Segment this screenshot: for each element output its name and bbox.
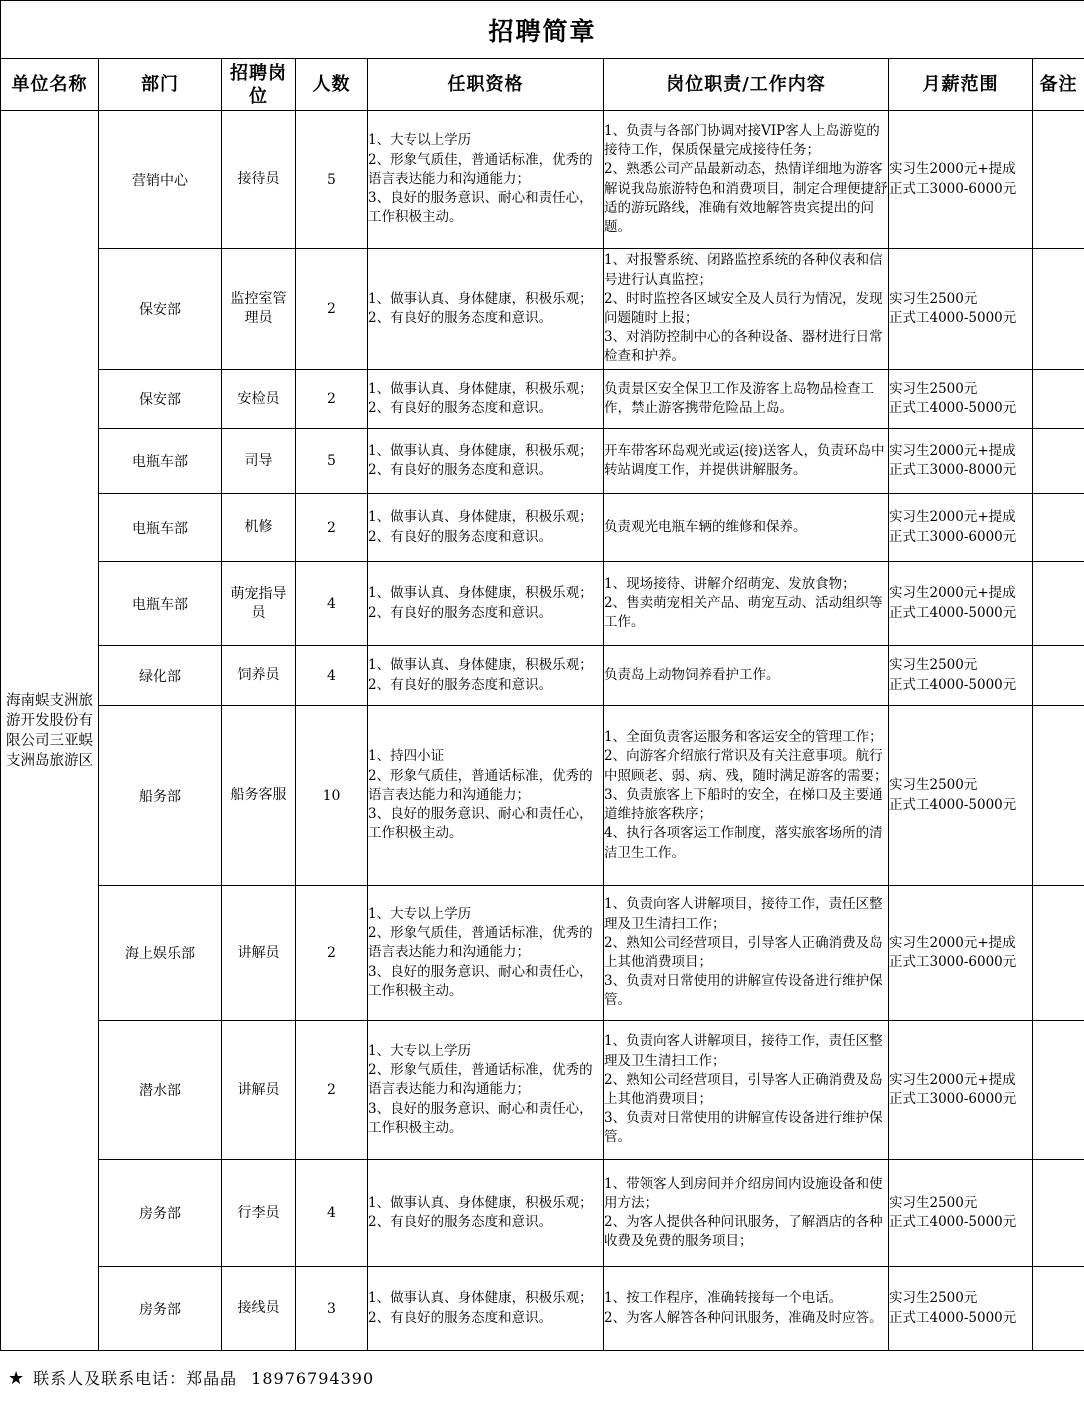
- position-cell: 行李员: [222, 1160, 296, 1267]
- department-cell: 潜水部: [99, 1021, 222, 1160]
- header-row: [1, 59, 1084, 111]
- position-cell: 监控室管理员: [222, 249, 296, 370]
- position-cell: 接待员: [222, 111, 296, 249]
- note-cell: [1033, 494, 1084, 562]
- qualifications-cell: 1、持四小证 2、形象气质佳，普通话标准，优秀的语言表达能力和沟通能力； 3、良好的服务意识、耐心和责任心，工作积极主动。: [368, 706, 604, 886]
- contact-footer: [8, 1366, 374, 1389]
- note-cell: [1033, 562, 1084, 646]
- qualifications-cell: 1、做事认真、身体健康，积极乐观； 2、有良好的服务态度和意识。: [368, 1160, 604, 1267]
- header-note: 备注: [1033, 59, 1084, 111]
- salary-cell: 实习生2000元+提成 正式工3000-6000元: [889, 111, 1033, 249]
- salary-cell: 实习生2000元+提成 正式工3000-6000元: [889, 494, 1033, 562]
- duties-cell: 1、负责向客人讲解项目，接待工作，责任区整理及卫生清扫工作； 2、熟知公司经营项目，引导客人正确消费及岛上其他消费项目； 3、负责对日常使用的讲解宣传设备进行维护保管。: [604, 1021, 889, 1160]
- position-cell: 船务客服: [222, 706, 296, 886]
- header-position: 招聘岗位: [222, 59, 296, 111]
- table-row: [1, 111, 1084, 249]
- duties-cell: 1、全面负责客运服务和客运安全的管理工作； 2、向游客介绍旅行常识及有关注意事项。航行中照顾老、弱、病、残，随时满足游客的需要； 3、负责旅客上下船时的安全，在梯口及主要通道维持旅客秩序； 4、执行各项客运工作制度，落实旅客场所的清洁卫生工作。: [604, 706, 889, 886]
- table-row: [1, 370, 1084, 429]
- contact-phone: 18976794390: [251, 1369, 375, 1388]
- duties-cell: 1、负责向客人讲解项目，接待工作，责任区整理及卫生清扫工作； 2、熟知公司经营项目，引导客人正确消费及岛上其他消费项目； 3、负责对日常使用的讲解宣传设备进行维护保管。: [604, 886, 889, 1021]
- duties-cell: 开车带客环岛观光或运(接)送客人，负责环岛中转站调度工作，并提供讲解服务。: [604, 429, 889, 494]
- table-row: [1, 1021, 1084, 1160]
- salary-cell: 实习生2500元 正式工4000-5000元: [889, 1160, 1033, 1267]
- department-cell: 营销中心: [99, 111, 222, 249]
- star-icon: ★: [8, 1368, 26, 1389]
- salary-cell: 实习生2000元+提成 正式工4000-5000元: [889, 562, 1033, 646]
- header-company: 单位名称: [1, 59, 99, 111]
- department-cell: 房务部: [99, 1267, 222, 1351]
- headcount-cell: 2: [296, 494, 368, 562]
- headcount-cell: 2: [296, 370, 368, 429]
- headcount-cell: 10: [296, 706, 368, 886]
- note-cell: [1033, 1267, 1084, 1351]
- department-cell: 绿化部: [99, 646, 222, 706]
- qualifications-cell: 1、大专以上学历 2、形象气质佳，普通话标准，优秀的语言表达能力和沟通能力； 3、良好的服务意识、耐心和责任心，工作积极主动。: [368, 886, 604, 1021]
- company-name: 海南蜈支洲旅游开发股份有限公司三亚蜈支洲岛旅游区: [1, 111, 99, 1351]
- headcount-cell: 3: [296, 1267, 368, 1351]
- headcount-cell: 4: [296, 646, 368, 706]
- table-row: [1, 1267, 1084, 1351]
- note-cell: [1033, 429, 1084, 494]
- department-cell: 海上娱乐部: [99, 886, 222, 1021]
- position-cell: 机修: [222, 494, 296, 562]
- qualifications-cell: 1、大专以上学历 2、形象气质佳，普通话标准，优秀的语言表达能力和沟通能力； 3、良好的服务意识、耐心和责任心，工作积极主动。: [368, 1021, 604, 1160]
- department-cell: 电瓶车部: [99, 429, 222, 494]
- table-row: [1, 249, 1084, 370]
- salary-cell: 实习生2500元 正式工4000-5000元: [889, 1267, 1033, 1351]
- header-duties: 岗位职责/工作内容: [604, 59, 889, 111]
- department-cell: 房务部: [99, 1160, 222, 1267]
- table-row: [1, 562, 1084, 646]
- header-count: 人数: [296, 59, 368, 111]
- table-row: [1, 646, 1084, 706]
- note-cell: [1033, 1160, 1084, 1267]
- salary-cell: 实习生2000元+提成 正式工3000-6000元: [889, 1021, 1033, 1160]
- qualifications-cell: 1、做事认真、身体健康，积极乐观； 2、有良好的服务态度和意识。: [368, 1267, 604, 1351]
- qualifications-cell: 1、做事认真、身体健康，积极乐观； 2、有良好的服务态度和意识。: [368, 494, 604, 562]
- note-cell: [1033, 370, 1084, 429]
- department-cell: 保安部: [99, 249, 222, 370]
- position-cell: 讲解员: [222, 1021, 296, 1160]
- salary-cell: 实习生2500元 正式工4000-5000元: [889, 646, 1033, 706]
- position-cell: 安检员: [222, 370, 296, 429]
- salary-cell: 实习生2500元 正式工4000-5000元: [889, 706, 1033, 886]
- duties-cell: 负责岛上动物饲养看护工作。: [604, 646, 889, 706]
- table-row: [1, 886, 1084, 1021]
- headcount-cell: 4: [296, 562, 368, 646]
- table-row: [1, 494, 1084, 562]
- duties-cell: 1、现场接待、讲解介绍萌宠、发放食物； 2、售卖萌宠相关产品、萌宠互动、活动组织等工作。: [604, 562, 889, 646]
- note-cell: [1033, 886, 1084, 1021]
- note-cell: [1033, 249, 1084, 370]
- salary-cell: 实习生2000元+提成 正式工3000-6000元: [889, 886, 1033, 1021]
- headcount-cell: 5: [296, 111, 368, 249]
- position-cell: 饲养员: [222, 646, 296, 706]
- note-cell: [1033, 706, 1084, 886]
- headcount-cell: 2: [296, 249, 368, 370]
- headcount-cell: 2: [296, 886, 368, 1021]
- contact-label: 联系人及联系电话：郑晶晶: [33, 1369, 238, 1388]
- qualifications-cell: 1、做事认真、身体健康，积极乐观； 2、有良好的服务态度和意识。: [368, 429, 604, 494]
- page-title: 招聘简章: [1, 1, 1084, 59]
- position-cell: 接线员: [222, 1267, 296, 1351]
- salary-cell: 实习生2000元+提成 正式工3000-8000元: [889, 429, 1033, 494]
- qualifications-cell: 1、做事认真、身体健康，积极乐观； 2、有良好的服务态度和意识。: [368, 249, 604, 370]
- qualifications-cell: 1、做事认真、身体健康，积极乐观； 2、有良好的服务态度和意识。: [368, 562, 604, 646]
- note-cell: [1033, 111, 1084, 249]
- salary-cell: 实习生2500元 正式工4000-5000元: [889, 370, 1033, 429]
- qualifications-cell: 1、做事认真、身体健康，积极乐观； 2、有良好的服务态度和意识。: [368, 646, 604, 706]
- position-cell: 讲解员: [222, 886, 296, 1021]
- duties-cell: 1、按工作程序，准确转接每一个电话。 2、为客人解答各种问讯服务，准确及时应答。: [604, 1267, 889, 1351]
- table-row: [1, 1160, 1084, 1267]
- duties-cell: 负责景区安全保卫工作及游客上岛物品检查工作，禁止游客携带危险品上岛。: [604, 370, 889, 429]
- qualifications-cell: 1、大专以上学历 2、形象气质佳，普通话标准，优秀的语言表达能力和沟通能力； 3、良好的服务意识、耐心和责任心，工作积极主动。: [368, 111, 604, 249]
- table-row: [1, 429, 1084, 494]
- note-cell: [1033, 646, 1084, 706]
- qualifications-cell: 1、做事认真、身体健康，积极乐观； 2、有良好的服务态度和意识。: [368, 370, 604, 429]
- position-cell: 萌宠指导员: [222, 562, 296, 646]
- duties-cell: 1、负责与各部门协调对接VIP客人上岛游览的接待工作，保质保量完成接待任务； 2、熟悉公司产品最新动态，热情详细地为游客解说我岛旅游特色和消费项目，制定合理便捷舒适的游玩路线，准确有效地解答贵宾提出的问题。: [604, 111, 889, 249]
- department-cell: 电瓶车部: [99, 494, 222, 562]
- note-cell: [1033, 1021, 1084, 1160]
- duties-cell: 1、对报警系统、闭路监控系统的各种仪表和信号进行认真监控； 2、时时监控各区域安全及人员行为情况，发现问题随时上报； 3、对消防控制中心的各种设备、器材进行日常检查和护养。: [604, 249, 889, 370]
- department-cell: 保安部: [99, 370, 222, 429]
- headcount-cell: 2: [296, 1021, 368, 1160]
- department-cell: 船务部: [99, 706, 222, 886]
- department-cell: 电瓶车部: [99, 562, 222, 646]
- position-cell: 司导: [222, 429, 296, 494]
- salary-cell: 实习生2500元 正式工4000-5000元: [889, 249, 1033, 370]
- duties-cell: 1、带领客人到房间并介绍房间内设施设备和使用方法； 2、为客人提供各种问讯服务，了解酒店的各种收费及免费的服务项目；: [604, 1160, 889, 1267]
- duties-cell: 负责观光电瓶车辆的维修和保养。: [604, 494, 889, 562]
- table-row: [1, 706, 1084, 886]
- header-salary: 月薪范围: [889, 59, 1033, 111]
- headcount-cell: 4: [296, 1160, 368, 1267]
- header-department: 部门: [99, 59, 222, 111]
- header-qualifications: 任职资格: [368, 59, 604, 111]
- headcount-cell: 5: [296, 429, 368, 494]
